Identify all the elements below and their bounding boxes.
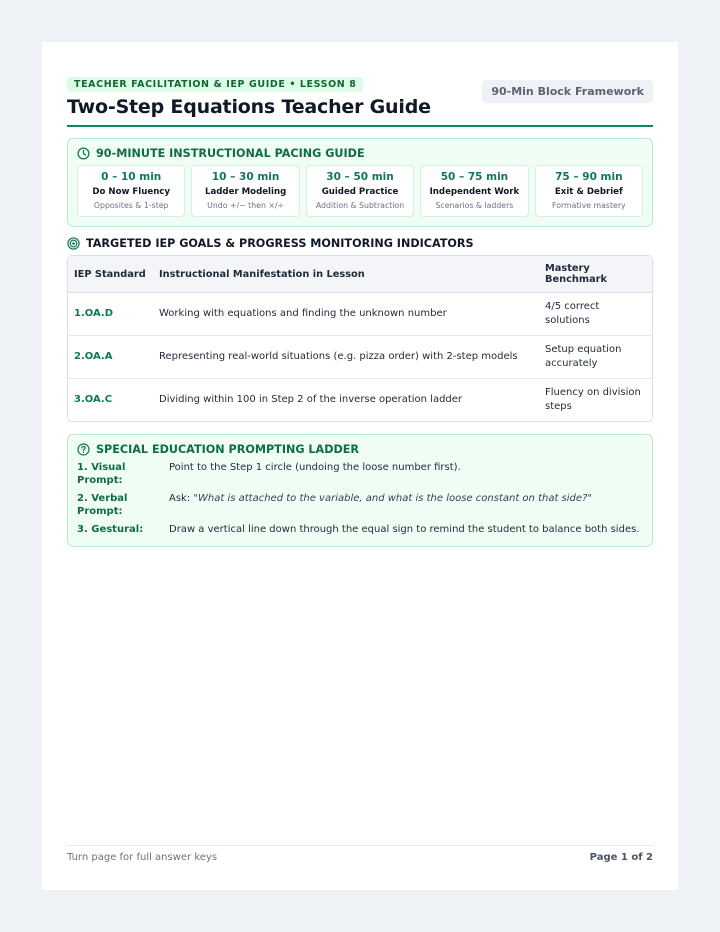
pacing-block [306, 165, 414, 217]
prompt-text-plain: Draw a vertical line down through the equal sign to remind the student to balance both sides. [169, 524, 640, 535]
iep-standard: 2.OA.A [68, 336, 153, 379]
pacing-subtext: Undo +/− then ×/÷ [207, 201, 285, 210]
iep-heading [67, 237, 653, 250]
table-header-row [68, 256, 652, 293]
pacing-time: 50 – 75 min [440, 171, 509, 183]
pacing-heading-text: 90-MINUTE INSTRUCTIONAL PACING GUIDE [96, 147, 365, 160]
prompt-text-quote: "What is attached to the variable, and what is the loose constant on that side?" [193, 493, 592, 504]
prompt-item [77, 492, 643, 518]
page-title: Two-Step Equations Teacher Guide [67, 96, 431, 118]
lesson-kicker: TEACHER FACILITATION & IEP GUIDE • LESSON 8 [67, 77, 363, 92]
page-number: Page 1 of 2 [589, 852, 653, 863]
prompting-heading-text: SPECIAL EDUCATION PROMPTING LADDER [96, 443, 360, 456]
pacing-subtext: Addition & Subtraction [315, 201, 405, 210]
pacing-time: 75 – 90 min [555, 171, 623, 183]
prompt-item [77, 523, 643, 536]
mastery-benchmark: Setup equation accurately [539, 336, 652, 379]
pacing-block [535, 165, 643, 217]
pacing-block [420, 165, 528, 217]
table-row [68, 293, 652, 336]
prompt-item [77, 461, 643, 487]
pacing-subtext: Scenarios & ladders [435, 201, 514, 210]
pacing-guide-section [67, 138, 653, 227]
pacing-label: Guided Practice [321, 187, 399, 197]
header-divider [67, 125, 653, 127]
pacing-subtext: Opposites & 1-step [93, 201, 169, 210]
mastery-benchmark: Fluency on division steps [545, 387, 641, 412]
footer-note: Turn page for full answer keys [67, 852, 218, 863]
prompting-ladder-section [67, 434, 653, 547]
question-circle-icon [77, 443, 90, 456]
iep-standard: 3.OA.C [74, 394, 113, 405]
prompting-heading [77, 443, 643, 456]
pacing-time: 10 – 30 min [211, 171, 280, 183]
prompt-key: 2. Verbal Prompt: [77, 493, 128, 517]
table-row [68, 379, 652, 421]
iep-heading-text: TARGETED IEP GOALS & PROGRESS MONITORING INDICATORS [86, 237, 474, 250]
column-header: Mastery Benchmark [539, 256, 652, 293]
iep-goals-table [67, 255, 653, 422]
pacing-time: 0 – 10 min [101, 171, 162, 183]
pacing-subtext: Formative mastery [552, 201, 626, 210]
column-header: IEP Standard [68, 256, 153, 293]
page-footer [67, 845, 653, 863]
prompt-text [169, 492, 592, 518]
prompt-text-plain: Point to the Step 1 circle (undoing the loose number first). [169, 462, 461, 473]
header-left [67, 72, 431, 118]
prompt-text [169, 523, 639, 536]
mastery-benchmark: 4/5 correct solutions [539, 293, 652, 336]
document-header [67, 72, 653, 118]
lesson-manifestation: Working with equations and finding the unknown number [153, 293, 539, 336]
lesson-manifestation: Representing real-world situations (e.g. pizza order) with 2-step models [153, 336, 539, 379]
pacing-label: Do Now Fluency [92, 187, 171, 197]
pacing-label: Independent Work [429, 187, 520, 197]
target-icon [67, 237, 80, 250]
iep-standard: 1.OA.D [68, 293, 153, 336]
pacing-time: 30 – 50 min [326, 171, 394, 183]
page [42, 42, 678, 890]
pacing-label: Exit & Debrief [554, 187, 623, 197]
pacing-blocks [77, 165, 643, 217]
pacing-block [191, 165, 299, 217]
pacing-heading [77, 147, 643, 160]
lesson-manifestation: Dividing within 100 in Step 2 of the inverse operation ladder [159, 394, 463, 405]
prompt-key: 1. Visual Prompt: [77, 462, 126, 486]
pacing-label: Ladder Modeling [204, 187, 287, 197]
prompt-key: 3. Gestural: [77, 524, 144, 535]
column-header: Instructional Manifestation in Lesson [153, 256, 539, 293]
table-row [68, 336, 652, 379]
prompt-text-plain: Ask: [169, 493, 194, 504]
clock-icon [77, 147, 90, 160]
prompt-text [169, 461, 461, 487]
framework-badge: 90-Min Block Framework [482, 80, 653, 103]
pacing-block [77, 165, 185, 217]
